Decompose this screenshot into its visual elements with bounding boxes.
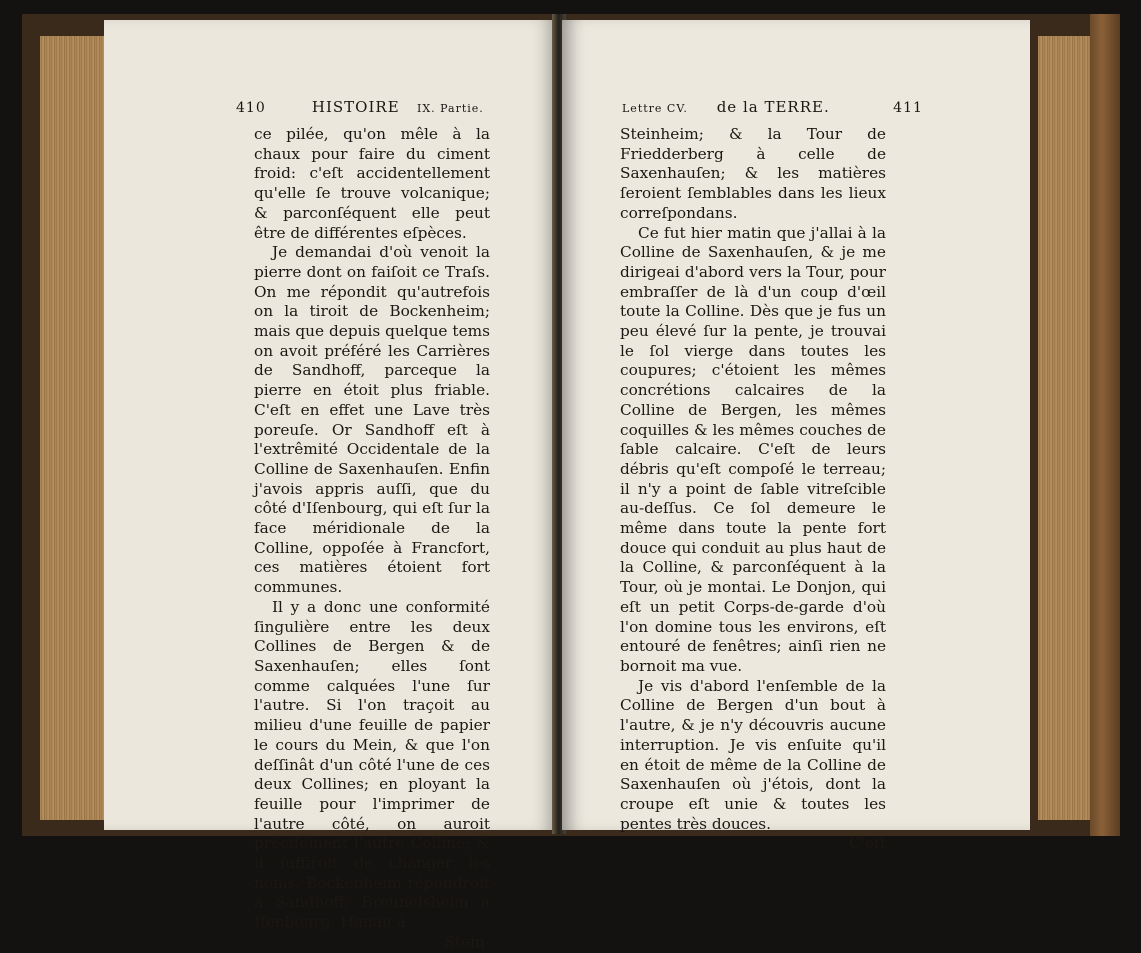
right-page-text (620, 125, 886, 854)
page-edges-right (1038, 36, 1092, 820)
paragraph: Il y a donc une conformité ſingulière entre les deux Collines de Bergen & de Saxenhauſen; elles ſont comme calquées l'une ſur l'autre. Si l'on traçoit au milieu d'une feuille de papier le cours du Mein, & que l'on deſſinât d'un côté l'une de ces deux Collines; en ployant la feuille pour l'imprimer de l'autre côté, on auroit préciſément l'autre Colline; & il ſuffiroit de changer les noms. Bockenheim répondroit à Sandhoff; Breunelsheim à Iſenbourg; Hanau à (254, 597, 490, 932)
left-page (104, 20, 554, 951)
section-label: IX. Partie. (416, 102, 484, 115)
running-title: HISTOIRE (311, 98, 400, 116)
running-title: de la TERRE. (716, 98, 830, 116)
letter-label: Lettre CV. (622, 102, 688, 115)
left-page-text (254, 125, 490, 953)
right-page-header (622, 98, 923, 116)
paragraph: Ce fut hier matin que j'allai à la Colline de Saxenhauſen, & je me dirigeai d'abord vers la Tour, pour embraſſer de là d'un coup d'œil toute la Colline. Dès que je fus un peu élevé ſur la pente, je trouvai le ſol vierge dans toutes les coupures; c'étoient les mêmes concrétions calcaires de la Colline de Bergen, les mêmes coquilles & les mêmes couches de ſable calcaire. C'eſt de leurs débris qu'eſt compoſé le terreau; il n'y a point de ſable vitreſcible au-deſſus. Ce ſol demeure le même dans toute la pente fort douce qui conduit au plus haut de la Colline, & parconſéquent à la Tour, où je montai. Le Donjon, qui eſt un petit Corps-de-garde d'où l'on domine tous les environs, eſt entouré de fenêtres; ainſi rien ne bornoit ma vue. (620, 223, 886, 675)
right-page (562, 20, 1030, 853)
catchword: Stein- (444, 932, 490, 951)
paragraph: Je demandai d'où venoit la pierre dont on faiſoit ce Traſs. On me répondit qu'autrefois on la tiroit de Bockenheim; mais que depuis quelque tems on avoit préféré les Carrières de Sandhoff, parceque la pierre en étoit plus friable. C'eſt en effet une Lave très poreuſe. Or Sandhoff eſt à l'extrêmité Occidentale de la Colline de Saxenhauſen. Enfin j'avois appris auſſi, que du côté d'Iſenbourg, qui eſt ſur la face méridionale de la Colline, oppoſée à Francfort, ces matières étoient fort communes. (254, 243, 490, 597)
left-page-header (236, 98, 484, 116)
paragraph: ce pilée, qu'on mêle à la chaux pour faire du ciment froid: c'eſt accidentellement qu'elle ſe trouve volcanique; & parconſéquent elle peut être de différentes eſpèces. (254, 125, 490, 242)
page-number: 410 (236, 100, 266, 116)
book-cover-edge (1090, 14, 1120, 836)
paragraph: Steinheim; & la Tour de Friedderberg à celle de Saxenhauſen; & les matières ſeroient ſemblables dans les lieux correſpondans. (620, 125, 886, 222)
catchword: C'eſt (849, 834, 886, 853)
page-number: 411 (893, 100, 923, 116)
paragraph: Je vis d'abord l'enſemble de la Colline de Bergen d'un bout à l'autre, & je n'y découvris aucune interruption. Je vis enſuite qu'il en étoit de même de la Colline de Saxenhauſen où j'étois, dont la croupe eſt unie & toutes les pentes très douces. (620, 676, 886, 833)
